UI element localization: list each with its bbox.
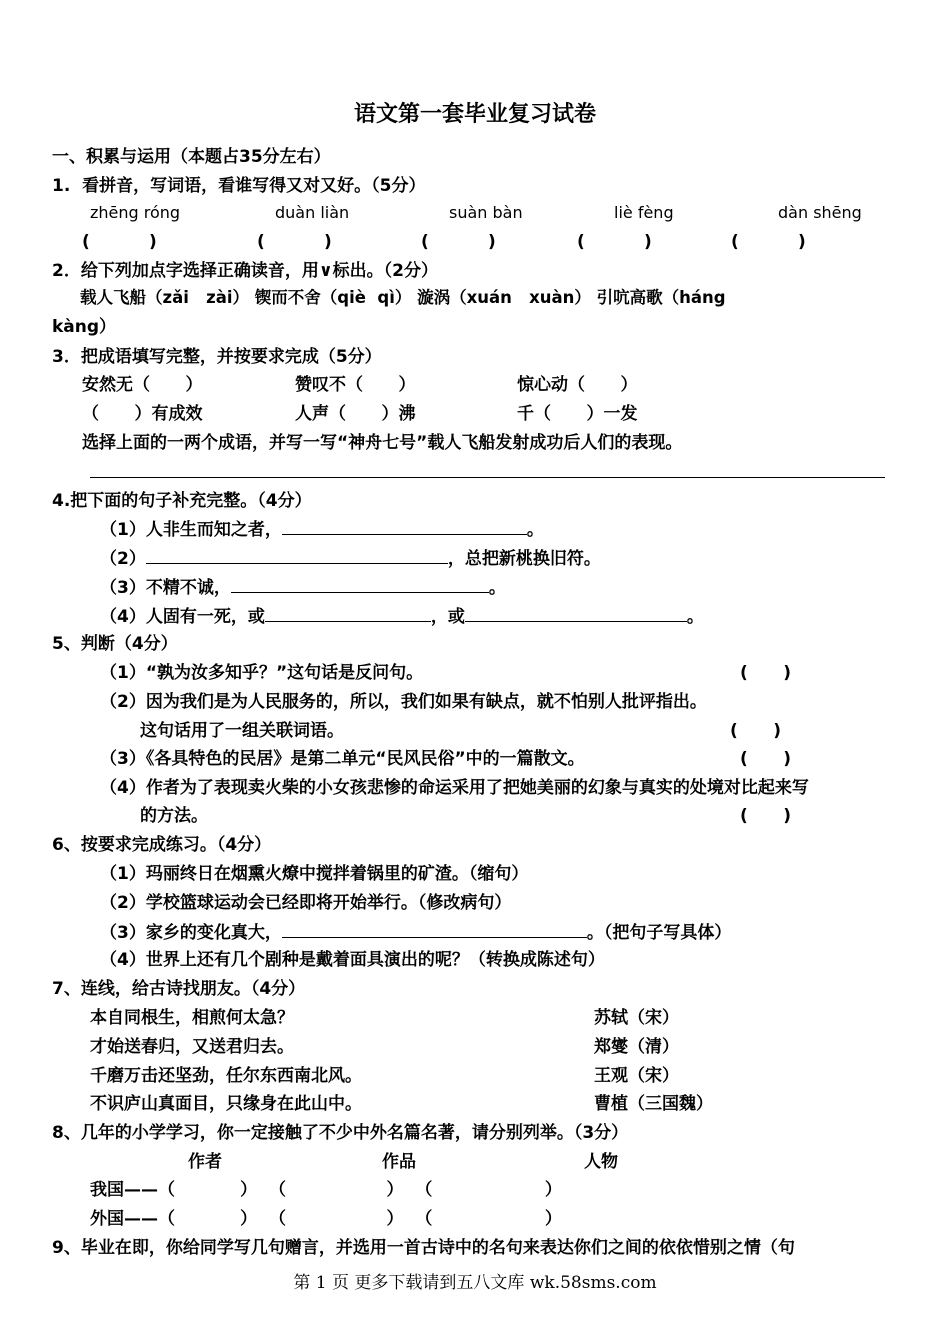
question-3-stem: 3．把成语填写完整，并按要求完成（5分）: [52, 347, 382, 367]
idiom-blank[interactable]: 人声（ ）沸: [295, 404, 416, 424]
question-2-stem: 2．给下列加点字选择正确读音，用∨标出。（2分）: [52, 261, 438, 281]
judge-blank[interactable]: ( ): [740, 749, 792, 769]
judge-blank[interactable]: ( ): [740, 806, 792, 826]
fill-item-text: 。: [686, 607, 704, 627]
poem-line[interactable]: 才始送春归，又送君归去。: [90, 1037, 294, 1057]
works-row-foreign[interactable]: 外国——（ ） （ ） （ ）: [90, 1209, 562, 1229]
question-4-stem: 4.把下面的句子补充完整。（4分）: [52, 491, 312, 511]
poet-name[interactable]: 曹植（三国魏）: [594, 1094, 713, 1114]
question-9-stem: 9、毕业在即，你给同学写几句赠言，并选用一首古诗中的名句来表达你们之间的依依惜别之情（句: [52, 1238, 795, 1258]
question-5-stem: 5、判断（4分）: [52, 634, 178, 654]
fill-blank[interactable]: [465, 606, 687, 622]
fill-item-2: [100, 548, 601, 569]
fill-item-1: [100, 519, 544, 540]
question-8-stem: 8、几年的小学学习，你一定接触了不少中外名篇名著，请分别列举。（3分）: [52, 1123, 629, 1143]
idiom-blank[interactable]: 千（ ）一发: [517, 404, 638, 424]
answer-blank[interactable]: ( ): [82, 232, 157, 252]
judge-item-2-cont: 这句话用了一组关联词语。: [140, 721, 344, 741]
question-2-line-1: 载人飞船（zǎi zài） 锲而不舍（qiè qì） 漩涡（xuán xuàn） 引吭高歌（háng: [80, 288, 726, 307]
idiom-blank[interactable]: 惊心动（ ）: [517, 375, 638, 395]
poem-line[interactable]: 本自同根生，相煎何太急？: [90, 1008, 294, 1028]
fill-blank[interactable]: [265, 606, 431, 622]
column-header-work: 作品: [382, 1152, 416, 1172]
exercise-text: 。（把句子写具体）: [586, 923, 732, 943]
answer-blank[interactable]: ( ): [257, 232, 332, 252]
question-3-task: 选择上面的一两个成语，并写一写“神舟七号”载人飞船发射成功后人们的表现。: [82, 433, 683, 453]
page-title: 语文第一套毕业复习试卷: [353, 102, 596, 127]
fill-item-text: （2）: [100, 549, 146, 569]
fill-item-3: [100, 577, 506, 598]
judge-item-1: （1）“孰为汝多知乎？”这句话是反问句。: [100, 663, 424, 683]
judge-item-2: （2）因为我们是为人民服务的，所以，我们如果有缺点，就不怕别人批评指出。: [100, 692, 707, 712]
page-footer: 第 1 页 更多下载请到五八文库 wk.58sms.com: [293, 1273, 657, 1293]
question-7-stem: 7、连线，给古诗找朋友。（4分）: [52, 979, 306, 999]
fill-item-text: （1）人非生而知之者，: [100, 520, 282, 540]
question-1-stem: 1. 看拼音，写词语，看谁写得又对又好。（5分）: [52, 176, 426, 196]
fill-blank[interactable]: [282, 922, 587, 938]
fill-item-text: 。: [526, 520, 544, 540]
judge-blank[interactable]: ( ): [740, 663, 792, 683]
exercise-item-1: （1）玛丽终日在烟熏火燎中搅拌着锅里的矿渣。（缩句）: [100, 864, 529, 884]
pinyin-4: liè fèng: [614, 203, 674, 222]
poem-line[interactable]: 千磨万击还坚劲，任尔东西南北风。: [90, 1066, 362, 1086]
pinyin-2: duàn liàn: [275, 203, 350, 222]
fill-blank[interactable]: [282, 519, 527, 535]
exercise-item-2: （2）学校篮球运动会已经即将开始举行。（修改病句）: [100, 893, 512, 913]
poet-name[interactable]: 苏轼（宋）: [594, 1008, 679, 1028]
fill-blank[interactable]: [231, 577, 489, 593]
exercise-item-3: [100, 922, 731, 943]
judge-item-4-cont: 的方法。: [140, 806, 208, 826]
question-6-stem: 6、按要求完成练习。（4分）: [52, 835, 272, 855]
idiom-blank[interactable]: （ ）有成效: [82, 404, 203, 424]
fill-item-text: （3）不精不诚，: [100, 578, 231, 598]
pinyin-5: dàn shēng: [778, 203, 862, 222]
pinyin-3: suàn bàn: [449, 203, 523, 222]
poet-name[interactable]: 郑燮（清）: [594, 1037, 679, 1057]
column-header-author: 作者: [188, 1152, 222, 1172]
judge-item-4: （4）作者为了表现卖火柴的小女孩悲惨的命运采用了把她美丽的幻象与真实的处境对比起来写: [100, 778, 809, 798]
fill-item-text: （4）人固有一死，或: [100, 607, 265, 627]
fill-blank[interactable]: [146, 548, 448, 564]
fill-item-text: ，总把新桃换旧符。: [447, 549, 601, 569]
idiom-blank[interactable]: 赞叹不（ ）: [295, 375, 416, 395]
judge-item-3: （3）《各具特色的民居》是第二单元“民风民俗”中的一篇散文。: [100, 749, 585, 769]
answer-line[interactable]: [90, 477, 885, 478]
judge-blank[interactable]: ( ): [730, 721, 782, 741]
answer-blank[interactable]: ( ): [577, 232, 652, 252]
exercise-text: （3）家乡的变化真大，: [100, 923, 282, 943]
question-2-line-2: kàng）: [52, 317, 117, 337]
exercise-item-4: （4）世界上还有几个剧种是戴着面具演出的呢？（转换成陈述句）: [100, 950, 605, 970]
section-heading: 一、积累与运用（本题占35分左右）: [52, 147, 331, 167]
pinyin-1: zhēng róng: [90, 203, 181, 222]
fill-item-4: [100, 606, 704, 627]
column-header-character: 人物: [584, 1152, 618, 1172]
fill-item-text: 。: [488, 578, 506, 598]
idiom-blank[interactable]: 安然无（ ）: [82, 375, 203, 395]
works-row-domestic[interactable]: 我国——（ ） （ ） （ ）: [90, 1180, 562, 1200]
answer-blank[interactable]: ( ): [421, 232, 496, 252]
fill-item-text: ，或: [430, 607, 465, 627]
poet-name[interactable]: 王观（宋）: [594, 1066, 679, 1086]
poem-line[interactable]: 不识庐山真面目，只缘身在此山中。: [90, 1094, 362, 1114]
answer-blank[interactable]: ( ): [731, 232, 806, 252]
